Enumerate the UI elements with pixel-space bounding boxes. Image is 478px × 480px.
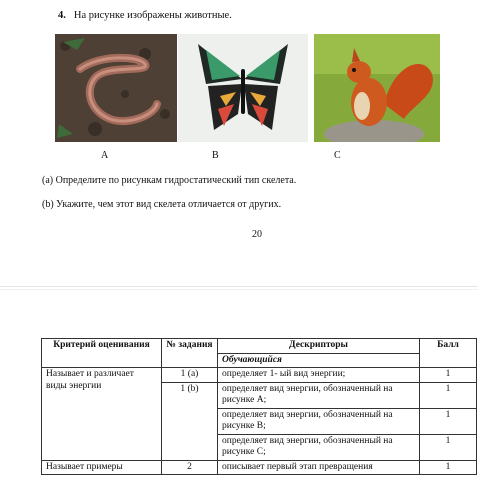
task-number-cell: 1 (b)	[162, 382, 218, 460]
descriptor-cell: описывает первый этап превращения	[218, 460, 420, 475]
score-cell: 1	[420, 408, 477, 434]
descriptor-cell: определяет вид энергии, обозначенный на рисунке A;	[218, 382, 420, 408]
image-label-b: B	[212, 150, 219, 161]
image-label-a: A	[101, 150, 109, 161]
table-row	[42, 460, 477, 475]
subquestion-b: (b) Укажите, чем этот вид скелета отличается от других.	[42, 199, 282, 210]
page-divider-shadow	[0, 289, 478, 290]
table-row	[42, 368, 477, 383]
descriptor-cell: определяет 1- ый вид энергии;	[218, 368, 420, 383]
header-criterion: Критерий оценивания	[42, 339, 162, 368]
header-descriptors-sub: Обучающийся	[218, 353, 420, 368]
header-descriptors: Дескрипторы	[218, 339, 420, 354]
task-number-cell: 2	[162, 460, 218, 475]
criterion-cell: Называет и различает виды энергии	[42, 368, 162, 461]
page-number: 20	[252, 229, 262, 240]
subquestion-a: (a) Определите по рисункам гидростатический тип скелета.	[42, 175, 297, 186]
squirrel-image	[314, 34, 440, 142]
score-cell: 1	[420, 434, 477, 460]
criterion-cell: Называет примеры	[42, 460, 162, 475]
question-title	[58, 10, 232, 21]
task-number-cell: 1 (a)	[162, 368, 218, 383]
score-cell: 1	[420, 368, 477, 383]
question-text: На рисунке изображены животные.	[73, 10, 232, 21]
criteria-table	[41, 338, 477, 475]
page-divider	[0, 286, 478, 287]
descriptor-cell: определяет вид энергии, обозначенный на рисунке B;	[218, 408, 420, 434]
header-score: Балл	[420, 339, 477, 368]
image-label-c: C	[334, 150, 341, 161]
butterfly-image	[178, 34, 308, 142]
score-cell: 1	[420, 460, 477, 475]
score-cell: 1	[420, 382, 477, 408]
earthworm-image	[55, 34, 177, 142]
question-number: 4.	[58, 10, 66, 21]
descriptor-cell: определяет вид энергии, обозначенный на рисунке C;	[218, 434, 420, 460]
header-number: № задания	[162, 339, 218, 368]
